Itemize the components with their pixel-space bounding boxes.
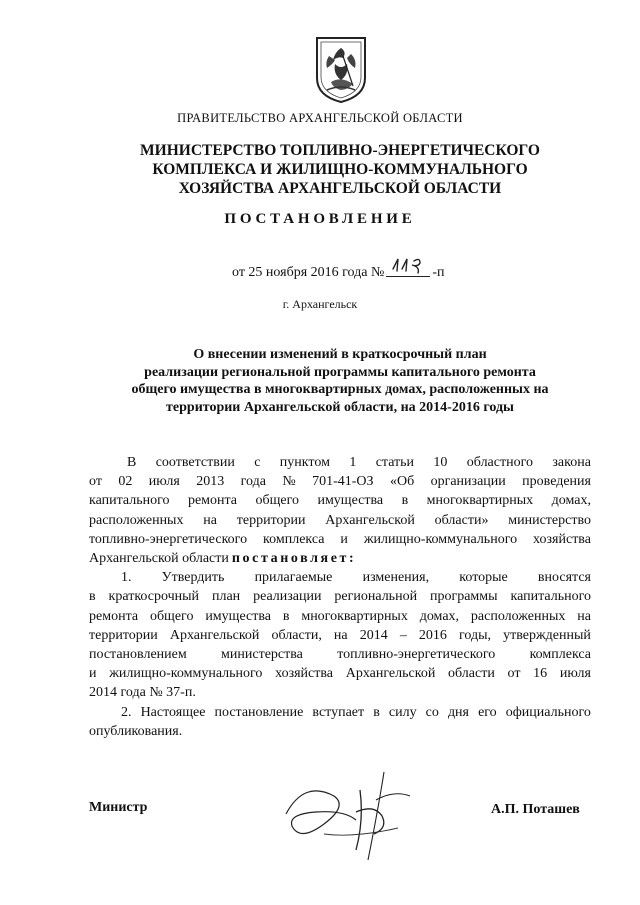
word: от bbox=[507, 666, 521, 682]
word: 2016 bbox=[418, 627, 447, 643]
subject-line: территории Архангельской области, на 2014-2016 годы bbox=[166, 399, 514, 415]
body-line bbox=[89, 607, 591, 626]
word: июля bbox=[559, 666, 591, 682]
word: Настоящее bbox=[140, 704, 206, 720]
word: домах, bbox=[551, 493, 591, 509]
word: дня bbox=[447, 704, 469, 720]
word: силу bbox=[388, 704, 417, 720]
word: 16 bbox=[533, 666, 548, 682]
date-prefix: от 25 ноября 2016 года № bbox=[232, 265, 385, 280]
word: официального bbox=[505, 704, 591, 720]
word: в bbox=[282, 608, 290, 624]
document-type: ПОСТАНОВЛЕНИЕ bbox=[224, 211, 416, 227]
word: домах, bbox=[419, 608, 460, 624]
date-and-number bbox=[232, 262, 445, 281]
body-line bbox=[89, 587, 591, 606]
word: капитального bbox=[510, 589, 591, 605]
body-line bbox=[89, 511, 591, 530]
word: года bbox=[240, 474, 266, 490]
word: «Об bbox=[389, 474, 415, 490]
word: Архангельской bbox=[345, 666, 436, 682]
word: 2014 bbox=[359, 627, 388, 643]
word: В bbox=[127, 455, 137, 470]
word: на bbox=[333, 627, 348, 643]
body-line bbox=[89, 549, 591, 568]
ministry-line: КОМПЛЕКСА И ЖИЛИЩНО-КОММУНАЛЬНОГО bbox=[152, 161, 528, 178]
word: комплекса bbox=[529, 647, 591, 663]
word: на bbox=[203, 512, 217, 528]
document-number bbox=[386, 262, 430, 277]
word: многоквартирных bbox=[426, 493, 534, 509]
handwritten-number-icon bbox=[390, 255, 430, 275]
word: 02 bbox=[118, 474, 133, 490]
word: в bbox=[373, 704, 380, 720]
word: с bbox=[254, 455, 261, 470]
word: имущества bbox=[317, 493, 384, 509]
resolution-keyword: постановляет: bbox=[231, 551, 357, 567]
word: соответствии bbox=[155, 455, 235, 470]
word: Архангельской bbox=[169, 627, 260, 643]
subject-line: О внесении изменений в краткосрочный план bbox=[193, 347, 487, 362]
body-line bbox=[89, 703, 591, 722]
word: на bbox=[577, 608, 591, 624]
word: со bbox=[425, 704, 439, 720]
ministry-line: МИНИСТЕРСТВО ТОПЛИВНО-ЭНЕРГЕТИЧЕСКОГО bbox=[140, 142, 540, 159]
body-text: Архангельской области bbox=[89, 551, 229, 567]
word: вносятся bbox=[537, 570, 591, 586]
word: программы bbox=[429, 589, 498, 605]
word: краткосрочный bbox=[108, 589, 200, 605]
word: топливно-энергетического bbox=[89, 531, 248, 547]
word: 10 bbox=[433, 455, 448, 470]
signer-role: Министр bbox=[89, 800, 148, 815]
word: реализации bbox=[253, 589, 322, 605]
word: июля bbox=[148, 474, 180, 490]
coat-of-arms-icon bbox=[313, 34, 369, 104]
document-subject bbox=[120, 346, 560, 416]
word: министерства bbox=[221, 647, 303, 663]
word: Утвердить bbox=[161, 570, 225, 586]
body-line: 2014 года № 37-п. bbox=[89, 685, 196, 701]
word: прилагаемые bbox=[254, 570, 333, 586]
word: общего bbox=[149, 608, 194, 624]
city: г. Архангельск bbox=[282, 297, 358, 311]
word: области, bbox=[271, 627, 322, 643]
body-line bbox=[89, 472, 591, 491]
word: области bbox=[448, 666, 495, 682]
ministry-name bbox=[80, 141, 600, 198]
word: жилищно-коммунального bbox=[363, 531, 518, 547]
word: территории bbox=[236, 512, 306, 528]
word: региональной bbox=[334, 589, 418, 605]
word: хозяйства bbox=[275, 666, 334, 682]
body-line bbox=[89, 626, 591, 645]
word: № bbox=[282, 474, 296, 490]
word: постановление bbox=[214, 704, 304, 720]
word: – bbox=[399, 627, 407, 643]
word: пунктом bbox=[279, 455, 330, 470]
government-name: ПРАВИТЕЛЬСТВО АРХАНГЕЛЬСКОЙ ОБЛАСТИ bbox=[177, 111, 463, 125]
word: 1. bbox=[121, 570, 132, 586]
word: в bbox=[401, 493, 409, 509]
word: вступает bbox=[312, 704, 365, 720]
word: которые bbox=[459, 570, 508, 586]
word: его bbox=[478, 704, 497, 720]
body-line bbox=[89, 568, 591, 587]
word: статьи bbox=[375, 455, 415, 470]
body-line: опубликования. bbox=[89, 723, 183, 739]
word: области» bbox=[434, 512, 489, 528]
word: от bbox=[89, 474, 102, 490]
body-line bbox=[89, 453, 591, 472]
word: многоквартирных bbox=[301, 608, 408, 624]
word: в bbox=[89, 589, 96, 605]
word: план bbox=[211, 589, 241, 605]
word: утвержденный bbox=[503, 627, 591, 643]
signature-icon bbox=[264, 750, 424, 870]
ministry-line: ХОЗЯЙСТВА АРХАНГЕЛЬСКОЙ ОБЛАСТИ bbox=[178, 180, 502, 197]
word: ремонта bbox=[89, 608, 139, 624]
word: 701-41-ОЗ bbox=[312, 474, 374, 490]
word: капитального bbox=[89, 493, 170, 509]
word: общего bbox=[255, 493, 299, 509]
word: Архангельской bbox=[325, 512, 415, 528]
subject-line: общего имущества в многоквартирных домах, расположенных на bbox=[131, 382, 549, 397]
word: министерство bbox=[508, 512, 591, 528]
word: и bbox=[89, 666, 97, 682]
body-line bbox=[89, 530, 591, 549]
word: топливно-энергетического bbox=[337, 647, 496, 663]
word: имущества bbox=[205, 608, 271, 624]
number-suffix: -п bbox=[432, 265, 445, 280]
word: территории bbox=[89, 627, 158, 643]
body-line bbox=[89, 664, 591, 683]
word: годы, bbox=[459, 627, 492, 643]
word: изменения, bbox=[362, 570, 430, 586]
body-line bbox=[89, 491, 591, 510]
word: расположенных bbox=[470, 608, 566, 624]
document-body bbox=[89, 453, 591, 741]
word: комплекса bbox=[263, 531, 325, 547]
word: ремонта bbox=[187, 493, 238, 509]
word: проведения bbox=[522, 474, 591, 490]
word: областного bbox=[466, 455, 533, 470]
word: и bbox=[340, 531, 348, 547]
body-line bbox=[89, 645, 591, 664]
word: расположенных bbox=[89, 512, 184, 528]
word: 1 bbox=[349, 455, 357, 470]
word: закона bbox=[552, 455, 591, 470]
word: жилищно-коммунального bbox=[109, 666, 263, 682]
word: 2. bbox=[121, 704, 132, 720]
word: хозяйства bbox=[533, 531, 591, 547]
signer-name: А.П. Поташев bbox=[491, 802, 580, 817]
word: 2013 bbox=[196, 474, 225, 490]
word: постановлением bbox=[89, 647, 187, 663]
subject-line: реализации региональной программы капитального ремонта bbox=[144, 364, 536, 380]
word: организации bbox=[430, 474, 506, 490]
